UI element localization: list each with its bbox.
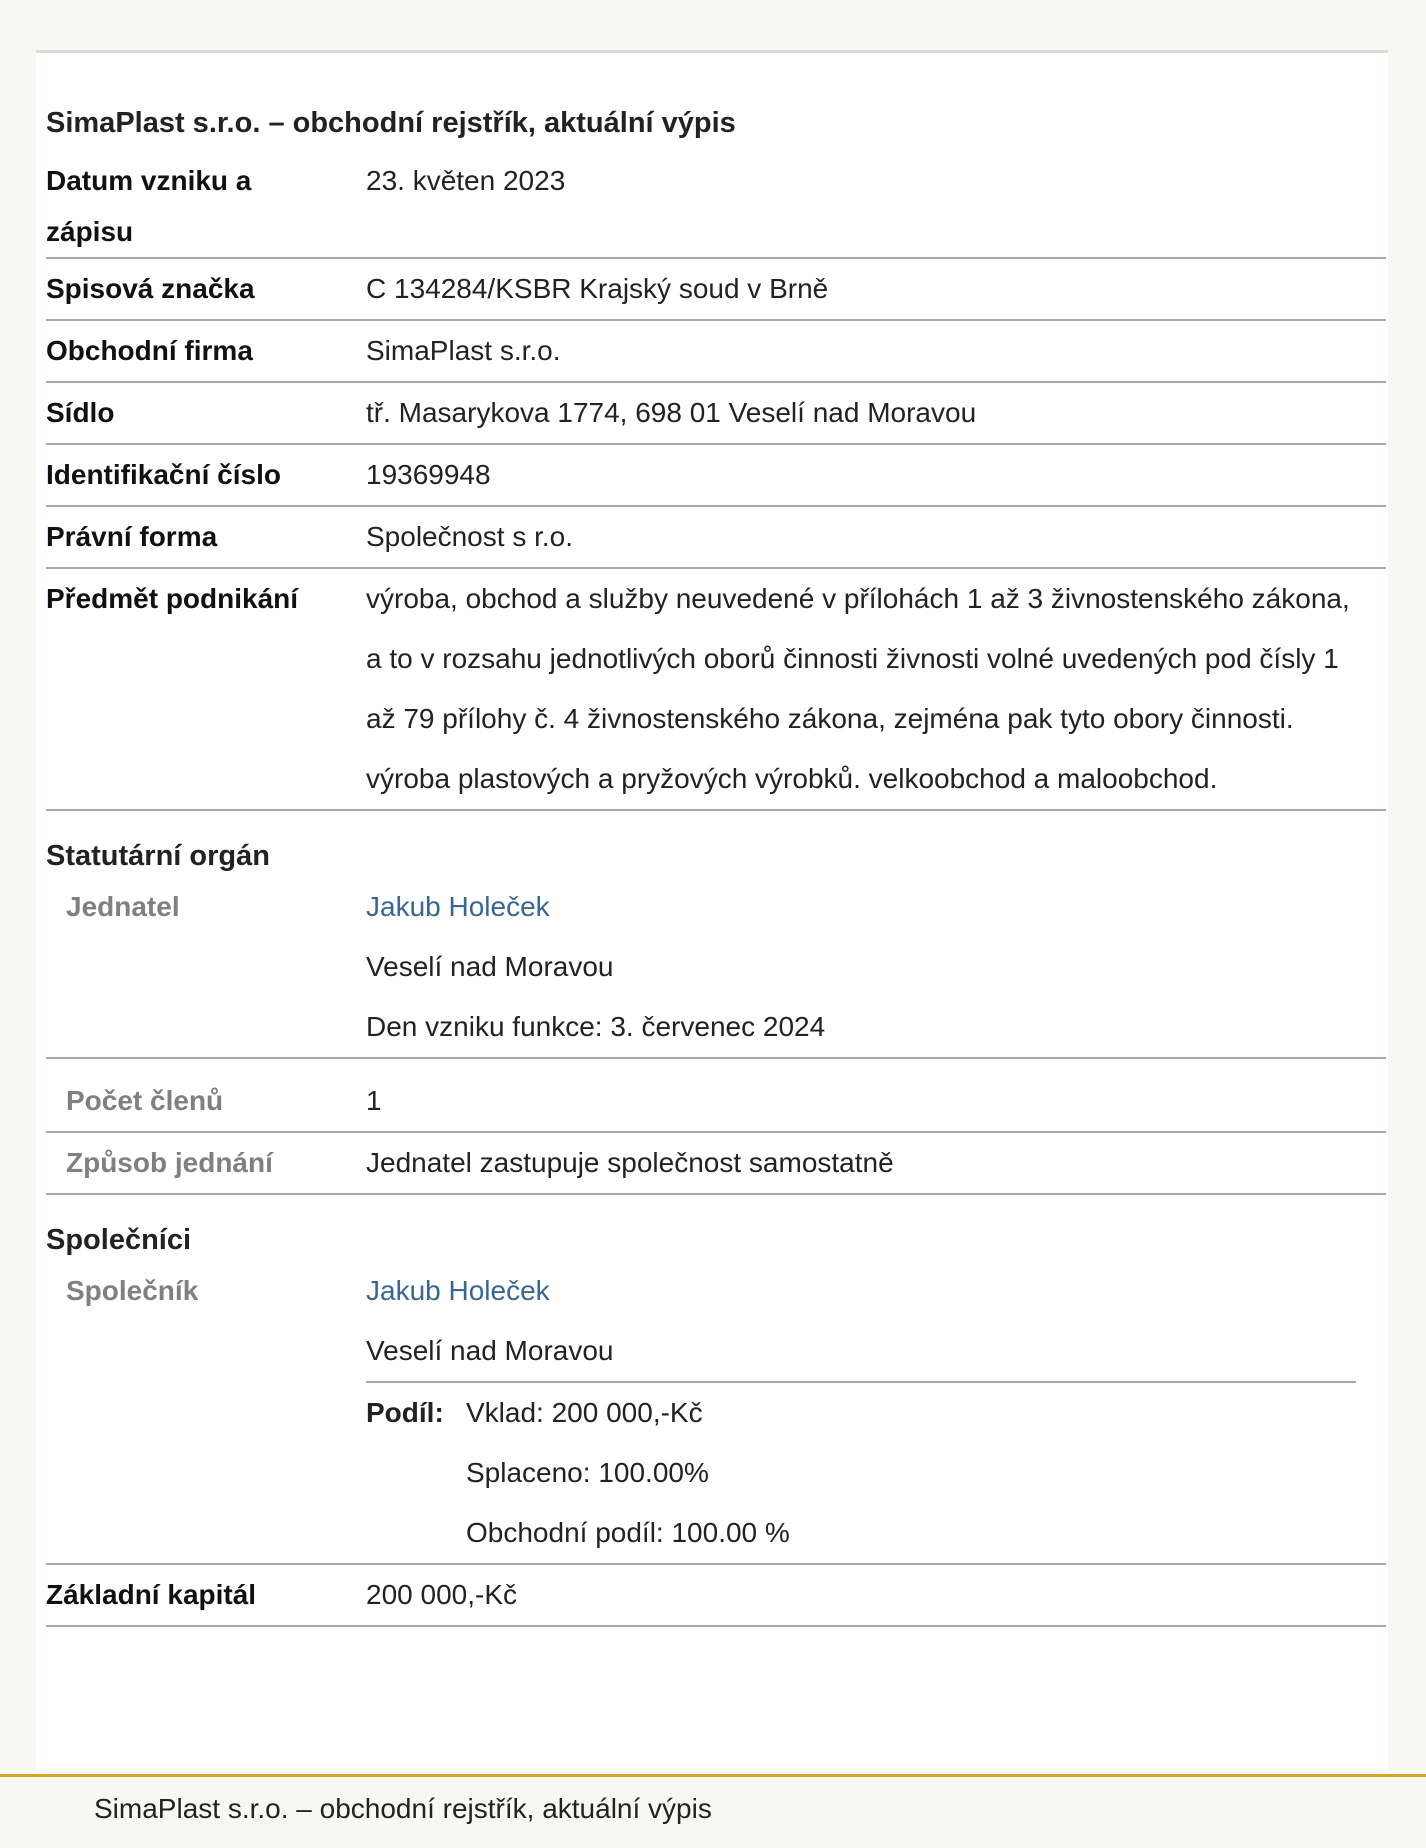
row-partner bbox=[46, 1261, 1386, 1565]
row-member-count bbox=[46, 1059, 1386, 1133]
row-value bbox=[366, 1261, 1386, 1563]
row-business-subject bbox=[46, 569, 1386, 811]
partner-name-link[interactable]: Jakub Holeček bbox=[366, 1275, 550, 1306]
row-founded bbox=[46, 155, 1386, 259]
row-label: Právní forma bbox=[46, 521, 218, 552]
page-title: SimaPlast s.r.o. – obchodní rejstřík, aktuální výpis bbox=[46, 107, 736, 139]
row-label: Základní kapitál bbox=[46, 1579, 257, 1610]
row-capital bbox=[46, 1565, 1386, 1627]
row-label: Datum vzniku a zápisu bbox=[46, 165, 252, 247]
executive-name-link[interactable]: Jakub Holeček bbox=[366, 891, 550, 922]
row-executive bbox=[46, 877, 1386, 1059]
row-label: Jednatel bbox=[66, 891, 180, 922]
row-value: Společnost s r.o. bbox=[366, 521, 574, 552]
share-deposit: Vklad: 200 000,-Kč bbox=[466, 1397, 703, 1428]
row-acting-method bbox=[46, 1133, 1386, 1195]
row-label: Obchodní firma bbox=[46, 335, 253, 366]
row-value: 23. květen 2023 bbox=[366, 165, 566, 196]
row-value: výroba, obchod a služby neuvedené v přílohách 1 až 3 živnostenského zákona, a to v rozsahu jednotlivých oborů činnosti živnosti volné uvedených pod čísly 1 až 79 přílohy č. 4 živnostenského zákona, zejména pak tyto obory činnosti. výroba plastových a pryžových výrobků. velkoobchod a maloobchod. bbox=[366, 583, 1350, 794]
row-address bbox=[46, 383, 1386, 445]
row-id-number bbox=[46, 445, 1386, 507]
row-label: Počet členů bbox=[66, 1085, 224, 1116]
document-content bbox=[46, 53, 1386, 1627]
row-value: Jednatel zastupuje společnost samostatně bbox=[366, 1147, 894, 1178]
share-paid: Splaceno: 100.00% bbox=[466, 1457, 709, 1488]
row-value bbox=[366, 877, 1386, 1057]
share-block bbox=[366, 1381, 1356, 1563]
executive-since: Den vzniku funkce: 3. červenec 2024 bbox=[366, 1011, 826, 1042]
row-label: Předmět podnikání bbox=[46, 583, 299, 614]
row-value: 19369948 bbox=[366, 459, 491, 490]
row-company-name bbox=[46, 321, 1386, 383]
share-percentage: Obchodní podíl: 100.00 % bbox=[466, 1517, 790, 1548]
row-value: SimaPlast s.r.o. bbox=[366, 335, 561, 366]
footer-text: SimaPlast s.r.o. – obchodní rejstřík, aktuální výpis bbox=[94, 1793, 712, 1824]
row-legal-form bbox=[46, 507, 1386, 569]
document-card bbox=[36, 50, 1388, 1770]
partner-city: Veselí nad Moravou bbox=[366, 1335, 614, 1366]
row-value: 1 bbox=[366, 1085, 382, 1116]
footer bbox=[0, 1774, 1426, 1848]
row-label: Sídlo bbox=[46, 397, 115, 428]
row-label: Způsob jednání bbox=[66, 1147, 273, 1178]
share-label: Podíl: bbox=[366, 1397, 444, 1428]
row-label: Identifikační číslo bbox=[46, 459, 281, 490]
share-values bbox=[466, 1383, 1356, 1563]
row-value: 200 000,-Kč bbox=[366, 1579, 517, 1610]
section-statutory-heading: Statutární orgán bbox=[46, 840, 270, 872]
section-partners-heading: Společníci bbox=[46, 1224, 192, 1256]
row-value: C 134284/KSBR Krajský soud v Brně bbox=[366, 273, 829, 304]
row-label: Spisová značka bbox=[46, 273, 255, 304]
row-file-number bbox=[46, 259, 1386, 321]
executive-city: Veselí nad Moravou bbox=[366, 951, 614, 982]
row-value: tř. Masarykova 1774, 698 01 Veselí nad Moravou bbox=[366, 397, 977, 428]
row-label: Společník bbox=[66, 1275, 199, 1306]
